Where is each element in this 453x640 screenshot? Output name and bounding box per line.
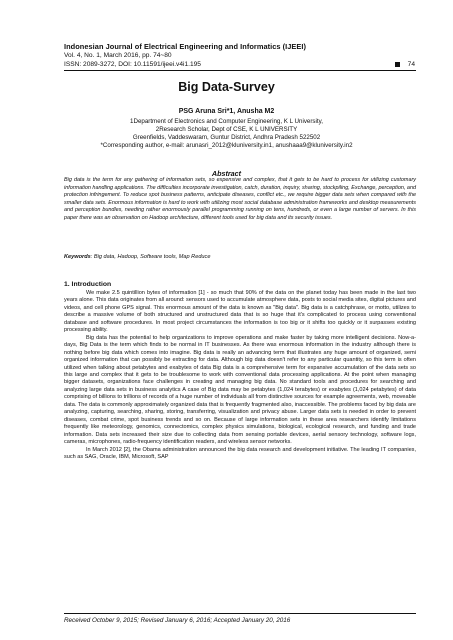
body-paragraph: We make 2.5 quintillion bytes of information [1] - so much that 90% of the data on the planet today has been made in the last two years alone. This data originates from all around: sensors used to accumulate atmosphere data, posts to social media sites, digital pictures and videos, and cell phone GPS signal. This enormous amount of the data is known as "Big data". Big data is a catchphrase, or motto, utilizes to describe a massive volume of both structured and unstructured data that is so huge that it's complicated to process using conventional database and software procedures. In most project circumstances the information is too big or it shifts too quickly or it surpasses existing processing ability. — [64, 290, 416, 334]
journal-name: Indonesian Journal of Electrical Engineering and Informatics (IJEEI) — [64, 42, 306, 51]
page-number: 74 — [407, 61, 415, 68]
affiliation-address: Greenfields, Vaddeswaram, Guntur District, Andhra Pradesh 522502 — [132, 134, 321, 141]
author-list: PSG Aruna Sri*1, Anusha M2 — [178, 108, 275, 115]
issn-doi: ISSN: 2089-3272, DOI: 10.11591/ijeei.v4i1.195 — [64, 61, 201, 68]
affiliation-1: 1Department of Electronics and Computer Engineering, K L University, — [130, 118, 323, 125]
corresponding-author: *Corresponding author, e-mail: arunasri_2012@kluniversity.in1, anushaaa9@kluniversity.in2 — [100, 142, 353, 149]
paper-title: Big Data-Survey — [178, 80, 275, 94]
square-bullet-icon — [395, 62, 400, 67]
keywords-list: : Big data, Hadoop, Software tools, Map Reduce — [90, 254, 211, 260]
footer-divider — [64, 613, 416, 614]
keywords-label: Keywords — [64, 254, 91, 260]
abstract-heading: Abstract — [211, 169, 242, 178]
header-divider — [64, 70, 416, 71]
section-title: 1. Introduction — [64, 281, 112, 288]
section-body — [64, 290, 416, 461]
page-number-block — [395, 61, 415, 68]
keywords-line — [64, 254, 416, 260]
body-paragraph: Big data has the potential to help organizations to improve operations and make faster by taking more intelligent decisions. Now-a-days, Big Data is the term which finds to be normal in IT businesses. As there was enormous information in the industry although there is nothing before big data which comes into imagine. Big data is really an advancing term that illustrates any huge amount of organized, semi organized information that can possibly be extracting for data. Although big data doesn't refer to any particular quantity, so this term is often utilized when talking about petabytes and exabytes of data Big data is a comprehensive term for expansive accumulation of the data sets so this large and complex that it gets to be troublesome to work with conventional data processing applications. At the point when managing bigger datasets, organizations face challenges in creating and managing big data. No standard tools and procedures for searching and analyzing large data sets in business analytics A case of Big data may be petabytes (1,024 terabytes) or exabytes (1,024 petabytes) of data comprising of billions to trillions of records of a huge number of individuals all from distinctive sources for example agreements, web, moveable data. The data is commonly approximately organized data that is frequently fragmented also, inaccessible. The problems faced by big data are analyzing, capturing, searching, sharing, storing, transferring, visualization and privacy abuse. Larger data sets is needed in order to prevent diseases, combat crime, spot business trends and so on. Because of large information sets in these area researchers identify limitations frequently like meteorology, genomics, connectomics, complex physics simulations, biological, ecological research, and funding and trade information. Data sets increased their size due to collecting data from sensing portable devices, aerial sensory technology, software logs, cameras, microphones, radio-frequency identification readers, and wireless sensor networks. — [64, 334, 416, 446]
paper-authors — [0, 108, 453, 115]
volume-info: Vol. 4, No. 1, March 2016, pp. 74~80 — [64, 52, 172, 59]
affiliation-2: 2Research Scholar, Dept of CSE, K L UNIVERSITY — [155, 126, 298, 133]
body-paragraph: In March 2012 [2], the Obama administration announced the big data research and development initiative. The leading IT companies, such as SAG, Oracle, IBM, Microsoft, SAP — [64, 446, 416, 460]
abstract-text: Big data is the term for any gathering of information sets, so expensive and complex, that it gets to be hard to process for utilizing customary information handling applications. The difficulties incorporate investigation, catch, duration, inquiry, sharing, stockpiling, Exchange, perception, and protection infringement. To reduce spot business patterns, anticipate diseases, conflict etc., we require bigger data sets when compared with the smaller data sets. Enormous information is hard to work with utilizing most social database administration frameworks and desktop measurements and perception bundles, needing rather enormously parallel programming running on tens, hundreds, or even a large number of servers. In this paper there was an observation on Hadoop architecture, different tools used for big data and its security issues. — [64, 177, 416, 221]
received-dates: Received October 9, 2015; Revised January 6, 2016; Accepted January 20, 2016 — [64, 617, 291, 624]
